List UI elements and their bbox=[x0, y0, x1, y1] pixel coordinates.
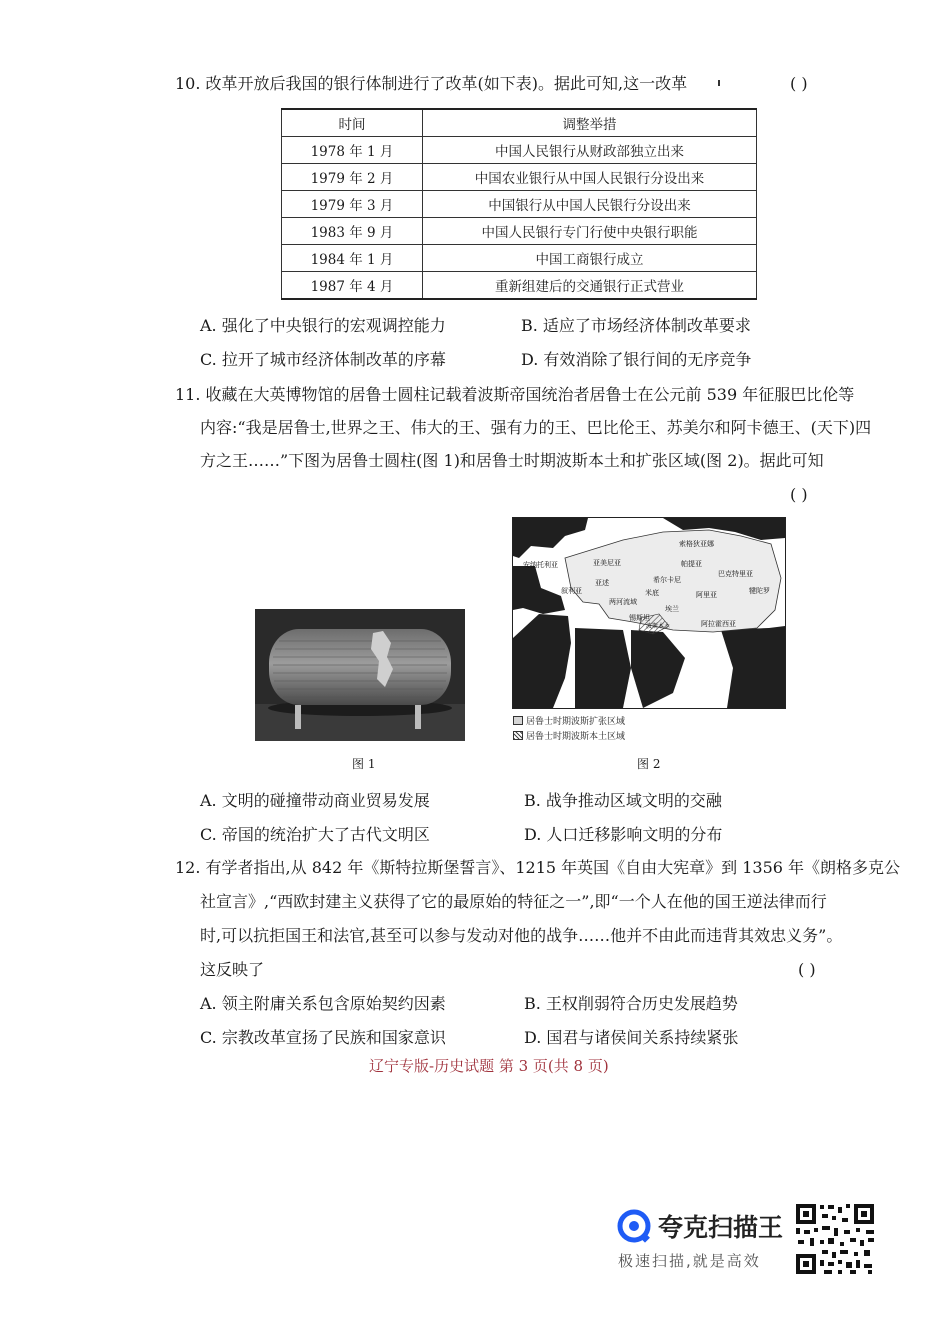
q11-answer-paren: ( ) bbox=[790, 485, 808, 504]
scan-mark bbox=[718, 80, 720, 86]
table-cell-time: 1979 年 2 月 bbox=[282, 164, 423, 191]
q12-line-3: 时,可以抗拒国王和法官,甚至可以参与发动对他的战争……他并不由此而违背其效忠义务”。 bbox=[200, 926, 843, 945]
q11-line-1: 11. 收藏在大英博物馆的居鲁士圆柱记载着波斯帝国统治者居鲁士在公元前 539 年征服巴比伦等 bbox=[175, 385, 855, 404]
table-cell-measure: 重新组建后的交通银行正式营业 bbox=[423, 272, 757, 300]
cyrus-cylinder-photo bbox=[255, 609, 465, 741]
map-label-persis: 波斯本土 bbox=[646, 623, 671, 630]
map-legend-expansion bbox=[513, 714, 625, 727]
table-row bbox=[282, 191, 757, 218]
map-label-hyrcania: 希尔卡尼 bbox=[653, 576, 681, 584]
q10-option-d[interactable]: D. 有效消除了银行间的无序竞争 bbox=[521, 350, 752, 369]
table-header-row bbox=[282, 109, 757, 137]
page-footer: 辽宁专版-历史试题 第 3 页(共 8 页) bbox=[369, 1057, 609, 1075]
q10-option-b[interactable]: B. 适应了市场经济体制改革要求 bbox=[521, 316, 751, 335]
q10-option-c[interactable]: C. 拉开了城市经济体制改革的序幕 bbox=[200, 350, 446, 369]
table-cell-time: 1984 年 1 月 bbox=[282, 245, 423, 272]
table-row bbox=[282, 218, 757, 245]
table-cell-time: 1978 年 1 月 bbox=[282, 137, 423, 164]
q12-option-a[interactable]: A. 领主附庸关系包含原始契约因素 bbox=[200, 994, 446, 1013]
qr-code bbox=[794, 1202, 876, 1276]
map-label-mesopotamia: 两河流域 bbox=[609, 598, 637, 606]
table-cell-measure: 中国农业银行从中国人民银行分设出来 bbox=[423, 164, 757, 191]
legend-expansion-text: 居鲁士时期波斯扩张区域 bbox=[526, 717, 626, 727]
q11-line-3: 方之王……”下图为居鲁士圆柱(图 1)和居鲁士时期波斯本土和扩张区域(图 2)。据此可知 bbox=[200, 451, 824, 470]
map-label-syria: 叙利亚 bbox=[561, 587, 582, 595]
table-row bbox=[282, 272, 757, 300]
map-label-bactria: 巴克特里亚 bbox=[718, 570, 753, 578]
quark-logo-icon bbox=[616, 1208, 652, 1244]
map-label-elam: 埃兰 bbox=[665, 605, 679, 613]
table-cell-measure: 中国银行从中国人民银行分设出来 bbox=[423, 191, 757, 218]
q11-option-a[interactable]: A. 文明的碰撞带动商业贸易发展 bbox=[200, 791, 430, 810]
table-row bbox=[282, 164, 757, 191]
q12-line-1: 12. 有学者指出,从 842 年《斯特拉斯堡誓言》、1215 年英国《自由大宪章》到 1356 年《朗格多克公 bbox=[175, 858, 901, 877]
legend-homeland-text: 居鲁士时期波斯本土区域 bbox=[526, 732, 626, 742]
q10-stem: 10. 改革开放后我国的银行体制进行了改革(如下表)。据此可知,这一改革 bbox=[175, 74, 688, 93]
scanner-watermark bbox=[612, 1202, 792, 1272]
table-cell-time: 1983 年 9 月 bbox=[282, 218, 423, 245]
q12-option-c[interactable]: C. 宗教改革宣扬了民族和国家意识 bbox=[200, 1028, 446, 1047]
table-header-measure: 调整举措 bbox=[423, 109, 757, 137]
q11-line-2: 内容:“我是居鲁士,世界之王、伟大的王、强有力的王、巴比伦王、苏美尔和阿卡德王、(天下)四 bbox=[200, 418, 872, 437]
q11-option-d[interactable]: D. 人口迁移影响文明的分布 bbox=[524, 825, 723, 844]
map-label-anatolia: 安纳托利亚 bbox=[523, 561, 558, 569]
q10-reform-table bbox=[281, 108, 757, 300]
cyrus-cylinder-image bbox=[255, 609, 465, 741]
table-cell-measure: 中国工商银行成立 bbox=[423, 245, 757, 272]
map-label-gandhara: 犍陀罗 bbox=[749, 587, 770, 595]
map-label-armenia: 亚美尼亚 bbox=[593, 559, 621, 567]
fig2-caption: 图 2 bbox=[637, 757, 661, 771]
map-label-gedrosia: 锡斯坦 bbox=[629, 614, 650, 622]
table-header-time: 时间 bbox=[282, 109, 423, 137]
table-cell-measure: 中国人民银行从财政部独立出来 bbox=[423, 137, 757, 164]
q11-option-c[interactable]: C. 帝国的统治扩大了古代文明区 bbox=[200, 825, 430, 844]
map-label-sogdiana: 索格狄亚娜 bbox=[679, 540, 714, 548]
map-label-media: 米底 bbox=[645, 589, 659, 597]
persia-map bbox=[512, 517, 786, 709]
map-legend-homeland bbox=[513, 729, 625, 742]
table-cell-measure: 中国人民银行专门行使中央银行职能 bbox=[423, 218, 757, 245]
map-label-arachosia: 阿拉霍西亚 bbox=[701, 620, 736, 628]
q12-option-d[interactable]: D. 国君与诸侯间关系持续紧张 bbox=[524, 1028, 739, 1047]
table-cell-time: 1987 年 4 月 bbox=[282, 272, 423, 300]
watermark-brand: 夸克扫描王 bbox=[658, 1213, 784, 1242]
q10-option-a[interactable]: A. 强化了中央银行的宏观调控能力 bbox=[200, 316, 446, 335]
fig1-caption: 图 1 bbox=[352, 757, 376, 771]
q12-answer-paren: ( ) bbox=[798, 960, 816, 979]
table-row bbox=[282, 137, 757, 164]
q12-option-b[interactable]: B. 王权削弱符合历史发展趋势 bbox=[524, 994, 738, 1013]
q11-option-b[interactable]: B. 战争推动区域文明的交融 bbox=[524, 791, 722, 810]
map-label-parthia: 帕提亚 bbox=[681, 560, 702, 568]
table-row bbox=[282, 245, 757, 272]
q10-answer-paren: ( ) bbox=[790, 74, 808, 93]
table-cell-time: 1979 年 3 月 bbox=[282, 191, 423, 218]
qr-code-image bbox=[794, 1202, 876, 1276]
q12-line-2: 社宣言》,“西欧封建主义获得了它的最原始的特征之一”,即“一个人在他的国王逆法律而行 bbox=[200, 892, 827, 911]
q12-line-4: 这反映了 bbox=[200, 960, 265, 979]
watermark-slogan: 极速扫描,就是高效 bbox=[618, 1252, 761, 1270]
map-label-assyria: 亚述 bbox=[595, 579, 609, 587]
map-label-aria: 阿里亚 bbox=[696, 591, 717, 599]
